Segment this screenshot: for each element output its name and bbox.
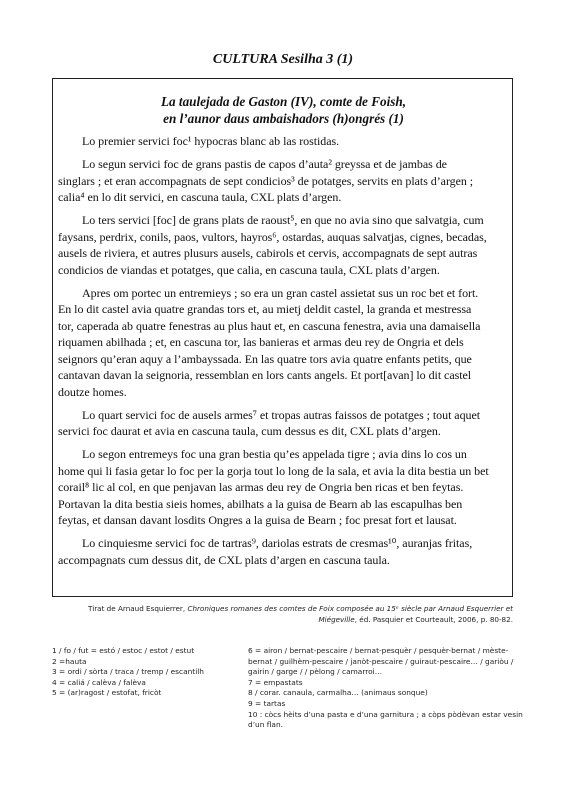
- footnote: 4 = caliá / calèva / falèva: [52, 677, 146, 687]
- footnotes-right-column: [248, 646, 523, 731]
- credit-suffix: , éd. Pasquier et Courteault, 2006, p. 80-82.: [354, 615, 513, 624]
- paragraph: [58, 446, 510, 529]
- text-line: cantavan davan la seignoria, ressemblan en lors cants angels. Et port[avan] lo dit castel: [58, 368, 472, 382]
- text-line: Lo segon entremeys foc una gran bestia qu’es appelada tigre ; avia dins lo cos un: [82, 447, 467, 461]
- text-line: Lo quart servici foc de ausels armes⁷ et tropas autras faissos de potatges ; tout aquet: [82, 407, 481, 422]
- text-line: corail⁸ lic al col, en que penjavan las armas deu rey de Ongria ben ricas et ben feytas.: [58, 480, 464, 494]
- text-line: Lo ters servici [foc] de grans plats de raoust⁵, en que no avia sino que salvatgia, cum: [82, 213, 484, 227]
- paragraph: [58, 133, 510, 150]
- credit-book-title: Chroniques romanes des comtes de Foix composée au 15ᵉ siècle par Arnaud Esquerrier et: [187, 604, 513, 613]
- page-header: CULTURA Sesilha 3 (1): [212, 52, 354, 67]
- text-line: ausels de riviera, et autres plusurs ausels, cabirols et cervis, accompagnats de sept autras: [58, 246, 478, 260]
- footnote: 7 = empastats: [248, 677, 303, 687]
- text-line: seignors qu’eran aquy a l’ambayssada. En las quatre tors avia quatre enfants petits, que: [58, 351, 472, 366]
- text-line: En lo dit castel avia quatre grandas tors et, au mietj deldit castel, la granda et mestressa: [58, 302, 472, 316]
- text-line: tor, caperada ab quatre fenestras au plus haut et, en cascuna fenestra, avia una damaisella: [58, 318, 481, 333]
- text-line: doutze homes.: [58, 384, 127, 399]
- credit-prefix: Tirat de Arnaud Esquierrer,: [88, 604, 188, 613]
- text-box: [52, 78, 513, 597]
- text-line: feytas, et dansan davant losdits Ongres a la guisa de Bearn ; foc presat fort et lausat.: [58, 513, 457, 527]
- footnote: 2 =hauta: [52, 656, 87, 666]
- footnote: 1 / fo / fut = estó / estoc / estot / estut: [52, 646, 195, 655]
- paragraph: [58, 156, 510, 206]
- footnote: 10 : còcs hèits d’una pasta e d’una garnitura ; a còps pòdèvan estar vesin: [248, 709, 523, 719]
- article-title: [53, 93, 514, 127]
- text-line: singlars ; et eran accompagnats de sept condicios³ de potatges, servits en plats d’argen ;: [58, 173, 474, 188]
- footnote: 8 / corar. canaula, carmalha… (animaus sonque): [248, 688, 428, 698]
- article-body: [58, 133, 510, 575]
- text-line: Lo segun servici foc de grans pastis de capos d’auta² greyssa et de jambas de: [82, 157, 447, 171]
- text-line: Portavan la dita bestia sieis homes, abilhats a la guisa de Bearn ab las escapulhas ben: [58, 496, 463, 511]
- paragraph: [58, 285, 510, 401]
- title-line: en l’aunor daus ambaishadors (h)ongrés (1): [163, 111, 404, 126]
- text-line: Lo cinquiesme servici foc de tartras⁹, dariolas estrats de cresmas¹⁰, auranjas fritas,: [82, 536, 473, 550]
- footnote: 5 = (ar)ragost / estofat, fricòt: [52, 688, 162, 698]
- footnote: 6 = airon / bernat-pescaire / bernat-pesquèr / pesquèr-bernat / mèste-: [248, 646, 509, 655]
- credit-book-title-cont: Miégeville: [318, 615, 355, 624]
- footnote-continuation: d’un flan.: [248, 720, 283, 730]
- paragraph: [58, 535, 510, 568]
- text-line: condicios de viandas et potatges, que calia, en cascuna taula, CXL plats d’argen.: [58, 262, 440, 277]
- text-line: servici foc daurat et avia en cascuna taula, cum dessus es dit, CXL plats d’argen.: [58, 424, 441, 438]
- footnote: 3 = ordi / sòrta / traca / tremp / escantilh: [52, 667, 204, 677]
- paragraph: [58, 212, 510, 278]
- source-credit: [52, 603, 513, 625]
- footnote-continuation: gairin / garge / / pèlong / camarroi…: [248, 667, 383, 677]
- paragraph: [58, 407, 510, 440]
- footnote: 9 = tartas: [248, 698, 286, 708]
- text-line: accompagnats cum dessus dit, de CXL plats d’argen en cascuna taula.: [58, 552, 390, 567]
- title-line: La taulejada de Gaston (IV), comte de Foish,: [160, 94, 407, 109]
- footnotes-left-column: [52, 646, 247, 699]
- text-line: faysans, perdrix, conils, paos, vultors, hayros⁶, ostardas, auquas salvatjas, cignes, becadas,: [58, 229, 487, 244]
- text-line: riquamen abilhada ; et, en cascuna tor, las banieras et armas deu rey de Ongria et dels: [58, 335, 464, 349]
- text-line: Apres om portec un entremieys ; so era un gran castel assietat sus un roc bet et fort.: [82, 285, 479, 300]
- text-line: home qui li fasia getar lo foc per la gorja tout lo long de la sala, et avia la dita bestia un bet: [58, 463, 489, 478]
- text-line: Lo premier servici foc¹ hypocras blanc ab las rostidas.: [82, 134, 340, 148]
- footnote-continuation: bernat / guilhèm-pescaire / janòt-pescaire / guiraut-pescaire… / gariòu /: [248, 656, 514, 666]
- text-line: calia⁴ en lo dit servici, en cascuna taula, CXL plats d’argen.: [58, 190, 342, 204]
